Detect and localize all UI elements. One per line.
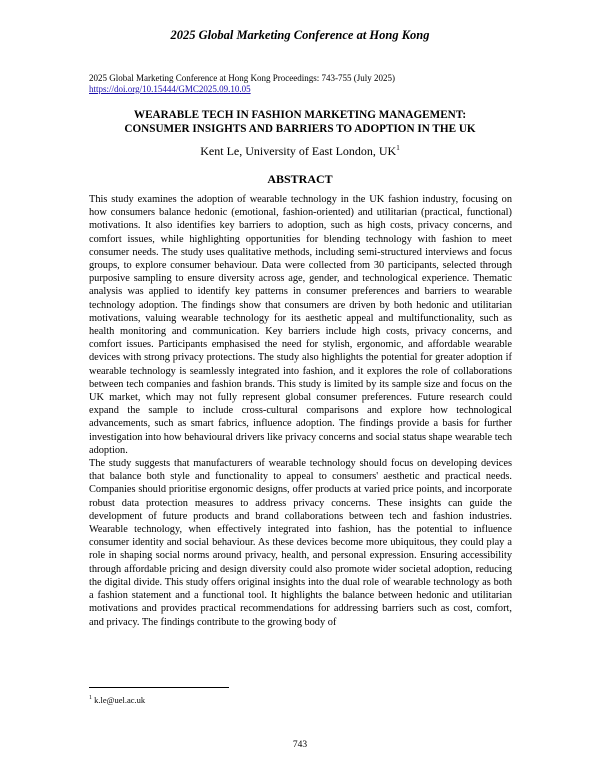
doi-link[interactable]: https://doi.org/10.15444/GMC2025.09.10.05: [89, 84, 251, 94]
abstract-paragraph: The study suggests that manufacturers of wearable technology should focus on developing devices that balance both style and functionality to appeal to consumers' aesthetic and practical needs. Companies should prioritise ergonomic designs, offer products at varied price points, and incorporate robust data protection measures to address privacy concerns. These insights can guide the development of future products and brand collaborations between tech and fashion industries. Wearable technology, when effectively integrated into fashion, has the potential to influence consumer identity and social behaviour. As these devices become more ubiquitous, they could play a role in shaping social norms around privacy, health, and personal expression. Ensuring accessibility through affordable pricing and design diversity could also promote wider societal adoption, reducing the digital divide. This study offers original insights into the dual role of wearable technology as both a fashion statement and a functional tool. It highlights the balance between hedonic and utilitarian motivations and provides practical recommendations for addressing barriers such as cost, comfort, and privacy. The findings contribute to the growing body of: [89, 458, 512, 628]
footnote-divider: [89, 687, 229, 688]
abstract-heading: ABSTRACT: [267, 172, 333, 186]
paper-title: [60, 108, 540, 136]
footnote: [89, 695, 145, 706]
footnote-email: k.le@uel.ac.uk: [94, 695, 146, 705]
paper-title-line: CONSUMER INSIGHTS AND BARRIERS TO ADOPTION IN THE UK: [124, 123, 476, 135]
author-footnote-mark: 1: [396, 144, 400, 152]
author-name: Kent Le, University of East London, UK: [200, 144, 397, 158]
footnote-mark: 1: [89, 695, 92, 702]
abstract-body: [89, 193, 512, 629]
page-number: 743: [292, 740, 308, 750]
paper-title-line: WEARABLE TECH IN FASHION MARKETING MANAGEMENT:: [133, 109, 467, 121]
proceedings-citation: 2025 Global Marketing Conference at Hong Kong Proceedings: 743-755 (July 2025): [89, 73, 395, 83]
author-line: [0, 144, 600, 159]
running-header: 2025 Global Marketing Conference at Hong Kong: [170, 28, 430, 42]
abstract-paragraph: This study examines the adoption of wearable technology in the UK fashion industry, focusing on how consumers balance hedonic (emotional, fashion-oriented) and utilitarian (practical, functional) motivations. It also identifies key barriers to adoption, such as high costs, privacy concerns, and comfort issues, while highlighting opportunities for blending technology with fashion to meet consumer needs. The study uses qualitative methods, including semi-structured interviews and focus groups, to explore consumer behaviour. Data were collected from 30 participants, selected through purposive sampling to ensure diversity across age, gender, and technological experience. Thematic analysis was applied to identify key patterns in consumer preferences and barriers to wearable technology adoption. The findings show that consumers are driven by both hedonic and utilitarian motivations, valuing wearable technology for its aesthetic appeal and multifunctionality, such as health monitoring and communication. Key barriers include high costs, privacy concerns, and comfort issues. Participants emphasised the need for stylish, ergonomic, and affordable wearable devices with strong privacy protections. The study also highlights the potential for greater adoption if wearable technology is seamlessly integrated into fashion, and it explores the role of collaborations between tech companies and fashion brands. This study is limited by its sample size and focus on the UK market, which may not fully represent global consumer preferences. Future research could expand the sample to include cross-cultural comparisons and explore how technological advancements, such as smart fabrics, influence adoption. The findings provide a basis for further investigation into how behavioural drivers like privacy concerns and social status shape wearable tech adoption.: [89, 194, 512, 456]
